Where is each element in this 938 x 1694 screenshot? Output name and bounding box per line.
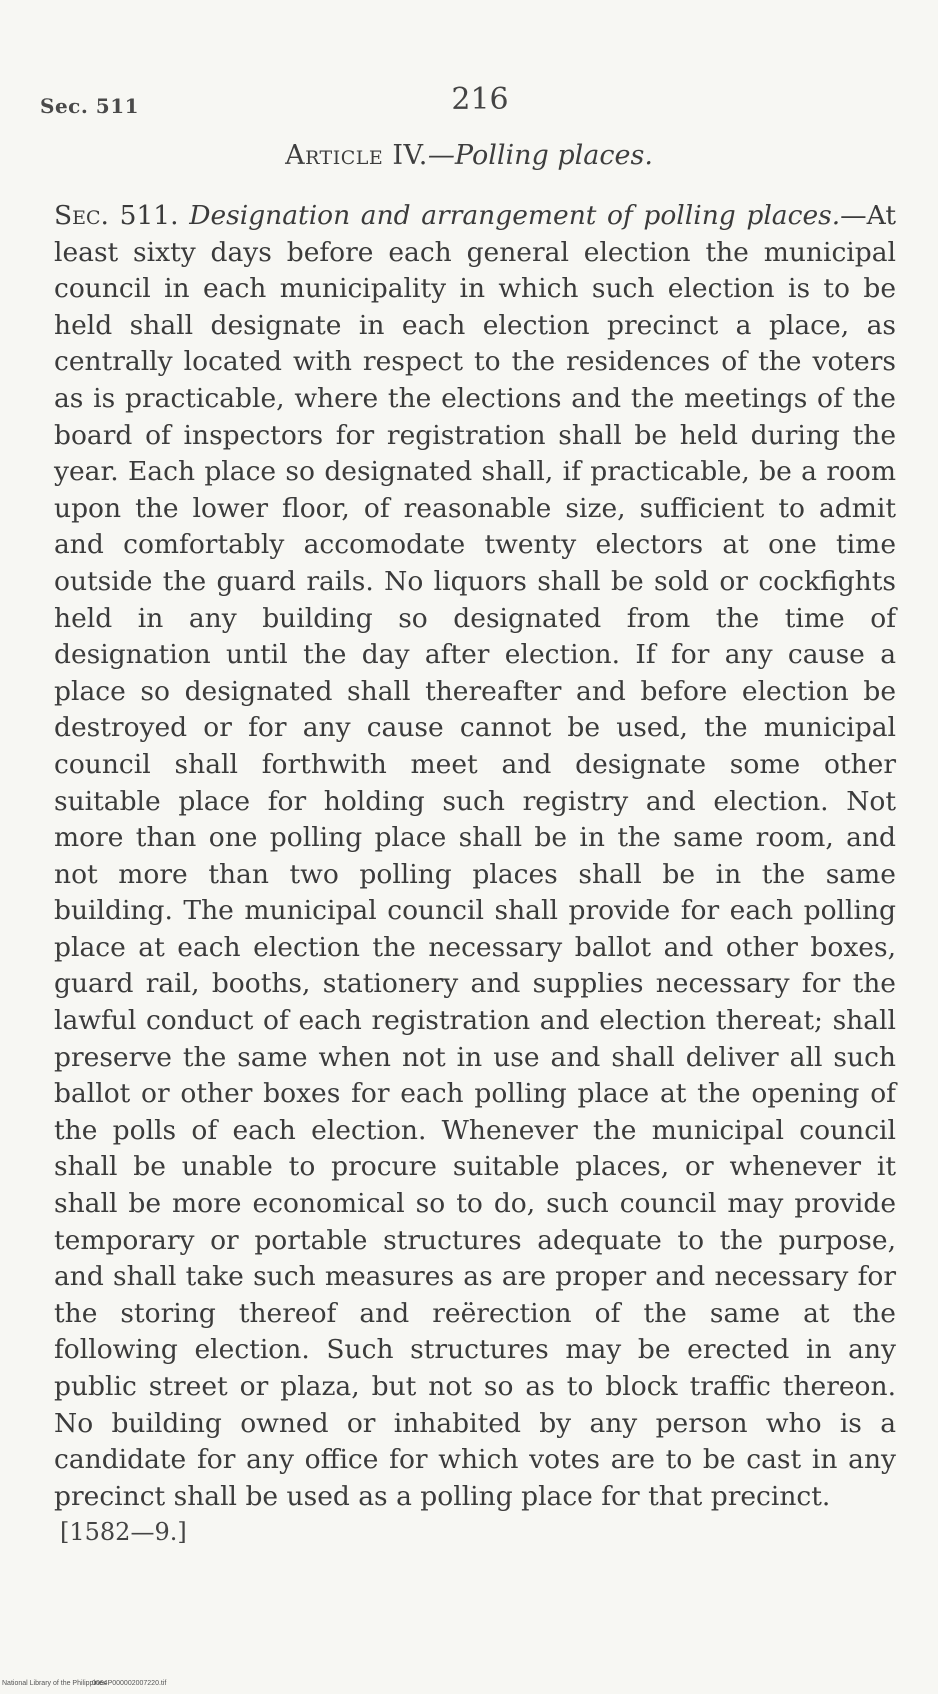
- section-heading: Designation and arrangement of polling places.: [189, 200, 841, 231]
- article-title: [0, 140, 938, 171]
- article-label: Article IV.: [285, 140, 428, 171]
- section-body: [54, 198, 896, 1515]
- section-text: —At least sixty days before each general election the municipal council in each municipality in which such election is to be held shall designate in each election precinct a place, as centrally located with respect to the residences of the voters as is practicable, where the elections and the meetings of the board of inspectors for registration shall be held during the year. Each place so designated shall, if practicable, be a room upon the lower floor, of reasonable size, sufficient to admit and comfortably accomodate twenty electors at one time outside the guard rails. No liquors shall be sold or cockfights held in any building so designated from the time of designation until the day after election. If for any cause a place so designated shall thereafter and before election be destroyed or for any cause cannot be used, the municipal council shall forthwith meet and designate some other suitable place for holding such registry and election. Not more than one polling place shall be in the same room, and not more than two polling places shall be in the same building. The municipal council shall provide for each polling place at each election the necessary ballot and other boxes, guard rail, booths, stationery and supplies necessary for the lawful conduct of each registration and election thereat; shall preserve the same when not in use and shall deliver all such ballot or other boxes for each polling place at the opening of the polls of each election. Whenever the municipal council shall be unable to procure suitable places, or whenever it shall be more economical so to do, such council may provide temporary or portable structures adequate to the purpose, and shall take such measures as are proper and necessary for the storing thereof and reërection of the same at the following election. Such structures may be erected in any public street or plaza, but not so as to block traffic thereon. No building owned or inhabited by any person who is a candidate for any office for which votes are to be cast in any precinct shall be used as a polling place for that precinct.: [54, 200, 896, 1512]
- running-head: [40, 82, 898, 122]
- section-label: Sec. 511.: [54, 200, 179, 231]
- citation: [1582—9.]: [60, 1518, 187, 1546]
- footer-code: 0064P000002007220.tif: [92, 1680, 167, 1687]
- footer-library: National Library of the Philippines: [2, 1680, 107, 1687]
- scan-footer: [0, 1678, 938, 1692]
- article-heading: —Polling places.: [427, 140, 653, 171]
- page-number: 216: [451, 82, 509, 117]
- section-reference: Sec. 511: [40, 94, 140, 118]
